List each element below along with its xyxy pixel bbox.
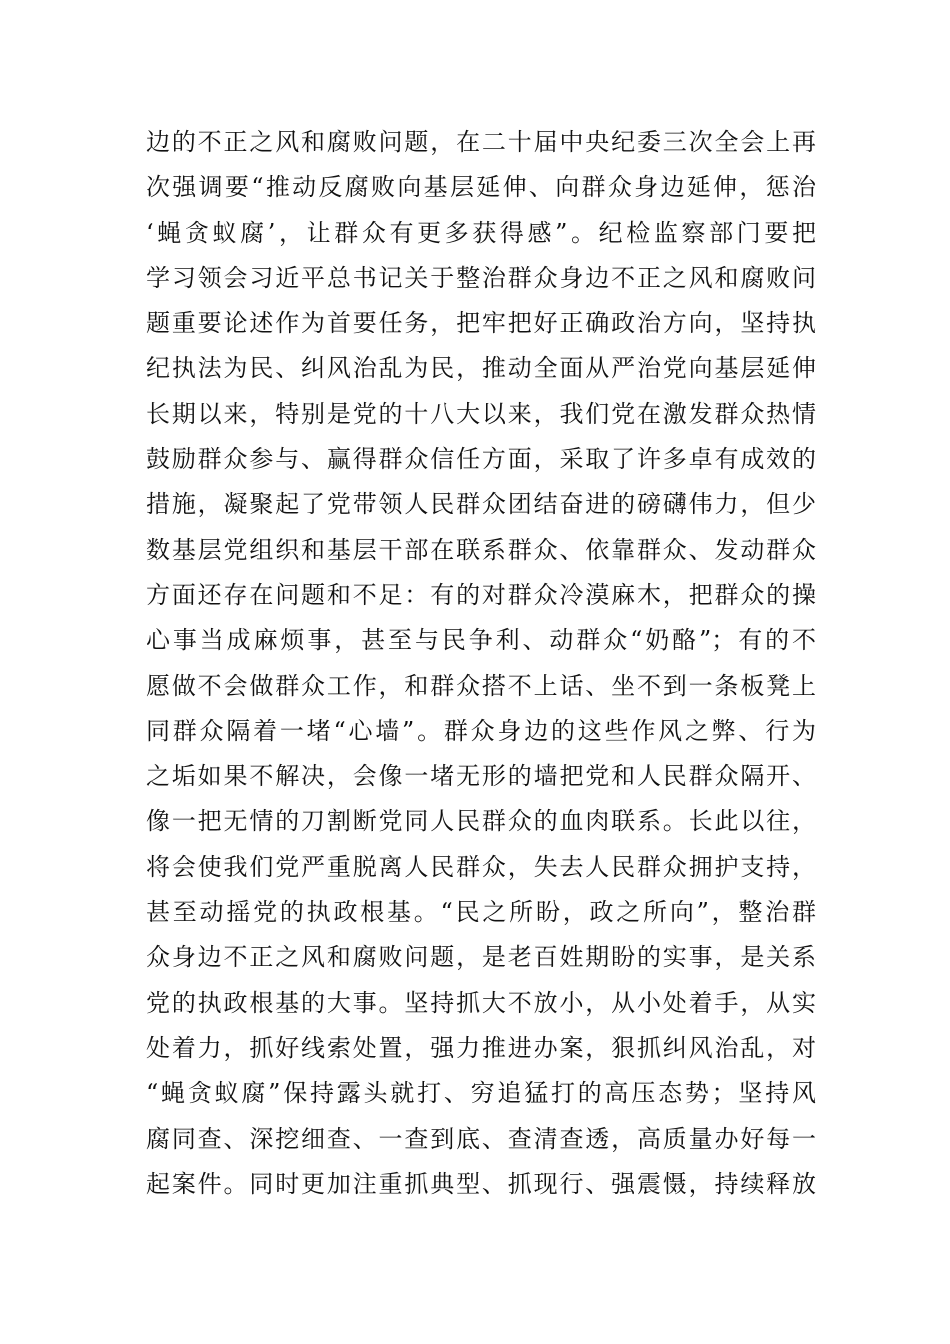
- text-line: ‘蝇贪蚁腐’，让群众有更多获得感”。纪检监察部门要把: [146, 218, 816, 247]
- text-line: 腐同查、深挖细查、一查到底、查清查透，高质量办好每一: [146, 1124, 816, 1153]
- text-line: 数基层党组织和基层干部在联系群众、依靠群众、发动群众: [146, 535, 816, 564]
- text-line: 题重要论述作为首要任务，把牢把好正确政治方向，坚持执: [146, 309, 816, 338]
- text-line: 愿做不会做群众工作，和群众搭不上话、坐不到一条板凳上: [146, 671, 816, 700]
- text-line: 像一把无情的刀割断党同人民群众的血肉联系。长此以往，: [146, 807, 816, 836]
- text-line: 长期以来，特别是党的十八大以来，我们党在激发群众热情: [146, 399, 816, 428]
- text-line: 边的不正之风和腐败问题，在二十届中央纪委三次全会上再: [146, 128, 816, 156]
- text-line: 心事当成麻烦事，甚至与民争利、动群众“奶酪”；有的不: [146, 626, 816, 655]
- text-line: 起案件。同时更加注重抓典型、抓现行、强震慑，持续释放: [146, 1169, 816, 1198]
- text-line: 次强调要“推动反腐败向基层延伸、向群众身边延伸，惩治: [146, 173, 816, 202]
- text-line: 将会使我们党严重脱离人民群众，失去人民群众拥护支持，: [146, 852, 816, 881]
- text-line: 众身边不正之风和腐败问题，是老百姓期盼的实事，是关系: [146, 943, 816, 972]
- text-line: 同群众隔着一堵“心墙”。群众身边的这些作风之弊、行为: [146, 716, 816, 745]
- text-line: 措施，凝聚起了党带领人民群众团结奋进的磅礴伟力，但少: [146, 490, 816, 519]
- text-line: 党的执政根基的大事。坚持抓大不放小，从小处着手，从实: [146, 988, 816, 1017]
- body-text: [146, 120, 816, 1207]
- text-line: 学习领会习近平总书记关于整治群众身边不正之风和腐败问: [146, 263, 816, 292]
- text-line: “蝇贪蚁腐”保持露头就打、穷追猛打的高压态势；坚持风: [146, 1079, 816, 1108]
- text-line: 甚至动摇党的执政根基。“民之所盼，政之所向”，整治群: [146, 898, 816, 927]
- text-line: 之垢如果不解决，会像一堵无形的墙把党和人民群众隔开、: [146, 762, 816, 791]
- text-line: 鼓励群众参与、赢得群众信任方面，采取了许多卓有成效的: [146, 445, 816, 474]
- text-line: 纪执法为民、纠风治乱为民，推动全面从严治党向基层延伸: [146, 354, 816, 383]
- text-line: 方面还存在问题和不足：有的对群众冷漠麻木，把群众的操: [146, 580, 816, 609]
- text-line: 处着力，抓好线索处置，强力推进办案，狠抓纠风治乱，对: [146, 1033, 816, 1062]
